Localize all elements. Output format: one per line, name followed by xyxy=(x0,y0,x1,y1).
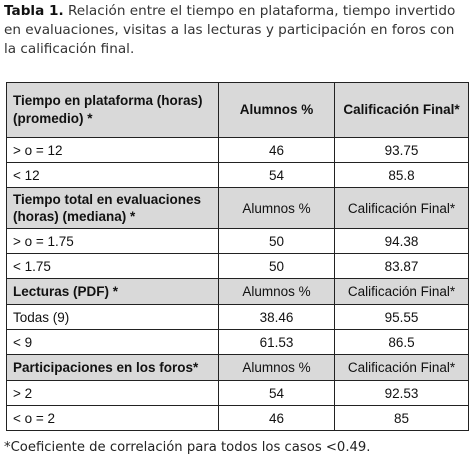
table-row xyxy=(7,229,469,254)
section-header-row xyxy=(7,279,469,305)
students-percent-cell: 50 xyxy=(219,254,335,279)
final-grade-cell: 95.55 xyxy=(335,305,469,330)
table-row xyxy=(7,406,469,431)
section-students-header: Alumnos % xyxy=(219,279,335,305)
caption-text: Relación entre el tiempo en plataforma, tiempo invertido en evaluaciones, visitas a las lecturas y participación en foros con la calificación final. xyxy=(4,3,456,57)
row-label: > o = 12 xyxy=(7,138,219,163)
final-grade-cell: 85.8 xyxy=(335,163,469,188)
row-label: > o = 1.75 xyxy=(7,229,219,254)
students-percent-cell: 61.53 xyxy=(219,330,335,355)
table-row xyxy=(7,381,469,406)
section-grade-header: Calificación Final* xyxy=(335,279,469,305)
section-students-header: Alumnos % xyxy=(219,188,335,229)
header-cell-category: Tiempo en plataforma (horas) (promedio) * xyxy=(7,83,219,138)
final-grade-cell: 86.5 xyxy=(335,330,469,355)
section-students-header: Alumnos % xyxy=(219,355,335,381)
students-percent-cell: 54 xyxy=(219,381,335,406)
table-row xyxy=(7,330,469,355)
table-row xyxy=(7,254,469,279)
header-cell-grade: Calificación Final* xyxy=(335,83,469,138)
final-grade-cell: 92.53 xyxy=(335,381,469,406)
students-percent-cell: 46 xyxy=(219,138,335,163)
table-row xyxy=(7,163,469,188)
header-cell-students: Alumnos % xyxy=(219,83,335,138)
row-label: Todas (9) xyxy=(7,305,219,330)
table-row xyxy=(7,305,469,330)
row-label: > 2 xyxy=(7,381,219,406)
final-grade-cell: 94.38 xyxy=(335,229,469,254)
students-percent-cell: 38.46 xyxy=(219,305,335,330)
table-row xyxy=(7,138,469,163)
section-header-row xyxy=(7,188,469,229)
students-percent-cell: 50 xyxy=(219,229,335,254)
footnote: *Coeficiente de correlación para todos los casos <0.49. xyxy=(4,440,371,455)
section-header-row xyxy=(7,355,469,381)
section-title: Participaciones en los foros* xyxy=(7,355,219,381)
section-grade-header: Calificación Final* xyxy=(335,355,469,381)
data-table xyxy=(6,82,469,431)
row-label: < 1.75 xyxy=(7,254,219,279)
header-row xyxy=(7,83,469,138)
final-grade-cell: 93.75 xyxy=(335,138,469,163)
section-title: Lecturas (PDF) * xyxy=(7,279,219,305)
row-label: < o = 2 xyxy=(7,406,219,431)
row-label: < 9 xyxy=(7,330,219,355)
students-percent-cell: 46 xyxy=(219,406,335,431)
row-label: < 12 xyxy=(7,163,219,188)
caption-label: Tabla 1. xyxy=(4,3,64,19)
section-title: Tiempo total en evaluaciones (horas) (mediana) * xyxy=(7,188,219,229)
final-grade-cell: 83.87 xyxy=(335,254,469,279)
table-caption xyxy=(4,2,469,59)
final-grade-cell: 85 xyxy=(335,406,469,431)
students-percent-cell: 54 xyxy=(219,163,335,188)
section-grade-header: Calificación Final* xyxy=(335,188,469,229)
